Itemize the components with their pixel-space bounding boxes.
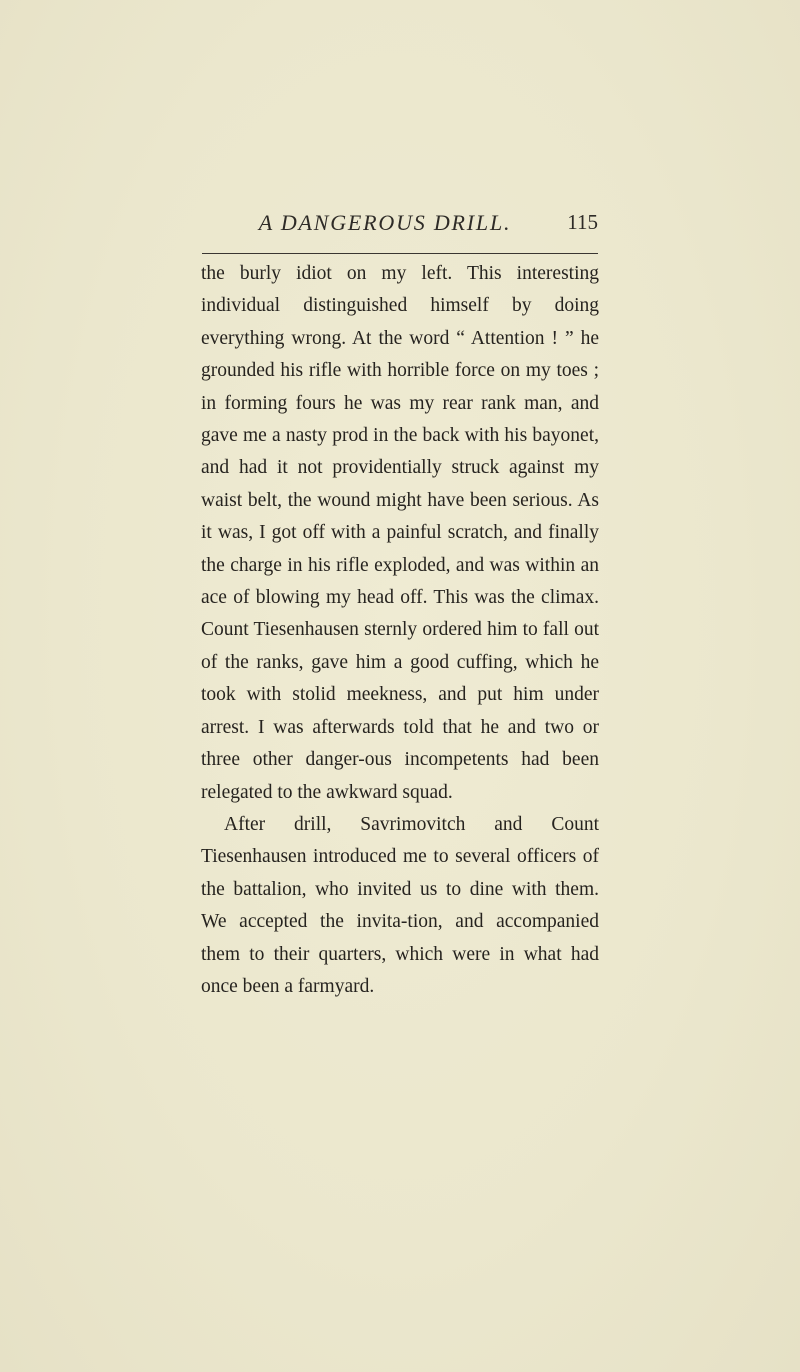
header-rule bbox=[202, 253, 598, 254]
running-head-title: A DANGEROUS DRILL. bbox=[258, 210, 512, 235]
page-number: 115 bbox=[567, 210, 598, 234]
paragraph-after-drill: After drill, Savrimovitch and Count Tiesenhausen introduced me to several officers of the battalion, who invited us to dine with them. We accepted the invita-tion, and accompanied them to their quarters, which were in what had once been a farmyard. bbox=[201, 813, 599, 997]
body-text bbox=[201, 258, 599, 1003]
paragraph-continued: the burly idiot on my left. This interesting individual distinguished himself by doing everything wrong. At the word “ Attention ! ” he grounded his rifle with horrible force on my toes ; in forming fours he was my rear rank man, and gave me a nasty prod in the back with his bayonet, and had it not providentially struck against my waist belt, the wound might have been serious. As it was, I got off with a painful scratch, and finally the charge in his rifle exploded, and was within an ace of blowing my head off. This was the climax. Count Tiesenhausen sternly ordered him to fall out of the ranks, gave him a good cuffing, which he took with stolid meekness, and put him under arrest. I was afterwards told that he and two or three other danger-ous incompetents had been relegated to the awkward squad. bbox=[201, 263, 599, 803]
